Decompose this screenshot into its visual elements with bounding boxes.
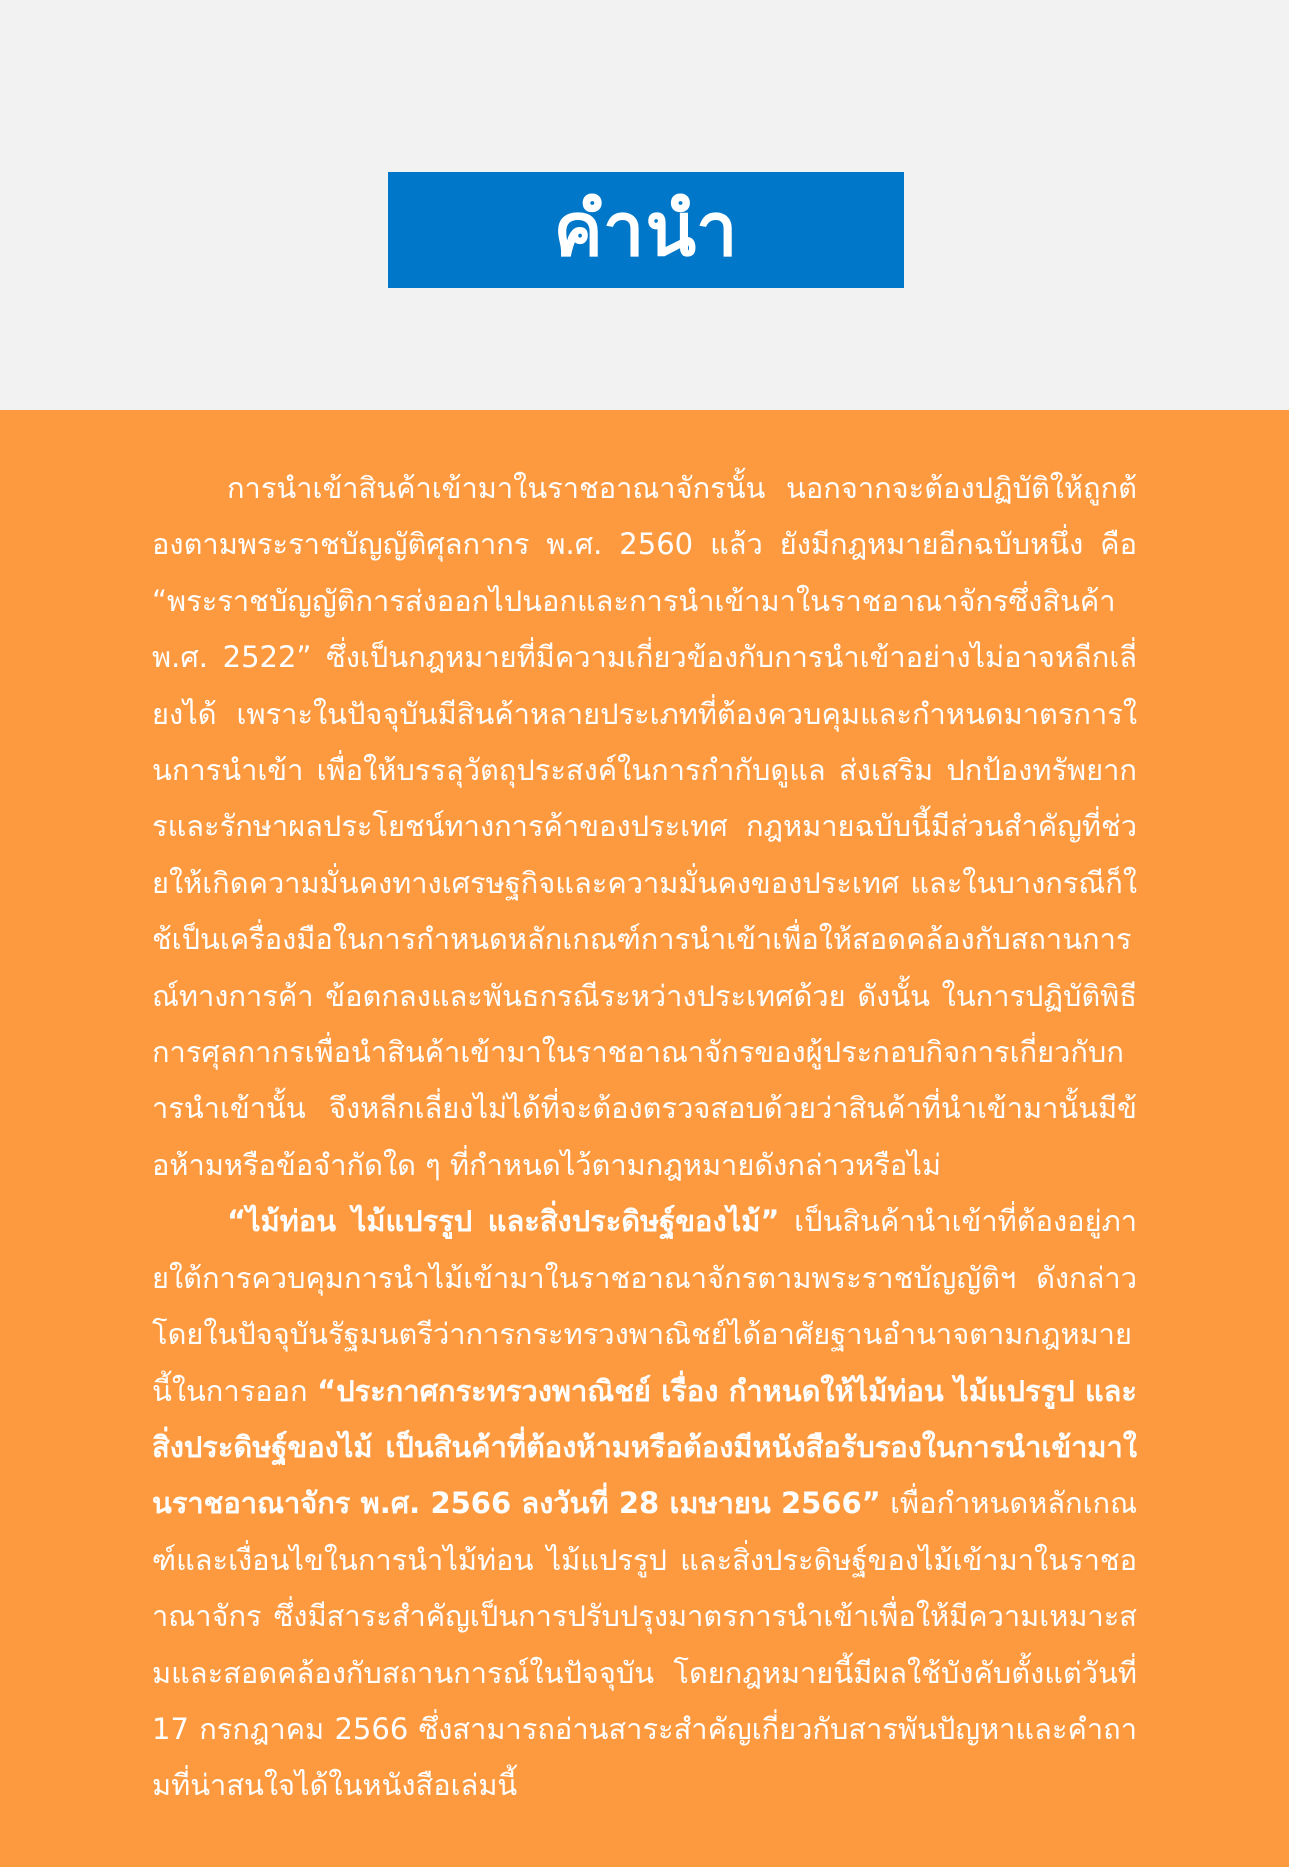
- header-band: [0, 0, 1289, 410]
- paragraph-2-bold-b: “ประกาศกระทรวงพาณิชย์ เรื่อง กำหนดให้ไม้ท่อน ไม้แปรรูป และสิ่งประดิษฐ์ของไม้ เป็นสินค้าที่ต้องห้ามหรือต้องมีหนังสือรับรองในการนำเข้ามาในราชอาณาจักร พ.ศ. 2566 ลงวันที่ 28 เมษายน 2566”: [152, 1373, 1137, 1521]
- paragraph-2-bold-a: “ไม้ท่อน ไม้แปรรูป และสิ่งประดิษฐ์ของไม้”: [227, 1204, 780, 1239]
- page-title: คำนำ: [553, 187, 739, 273]
- paragraph-2: [152, 1193, 1137, 1813]
- title-banner: [388, 172, 904, 288]
- foreword-text: [152, 460, 1137, 1814]
- paragraph-1: การนำเข้าสินค้าเข้ามาในราชอาณาจักรนั้น นอกจากจะต้องปฏิบัติให้ถูกต้องตามพระราชบัญญัติศุลกากร พ.ศ. 2560 แล้ว ยังมีกฎหมายอีกฉบับหนึ่ง คือ “พระราชบัญญัติการส่งออกไปนอกและการนำเข้ามาในราชอาณาจักรซึ่งสินค้า พ.ศ. 2522” ซึ่งเป็นกฎหมายที่มีความเกี่ยวข้องกับการนำเข้าอย่างไม่อาจหลีกเลี่ยงได้ เพราะในปัจจุบันมีสินค้าหลายประเภทที่ต้องควบคุมและกำหนดมาตรการในการนำเข้า เพื่อให้บรรลุวัตถุประสงค์ในการกำกับดูแล ส่งเสริม ปกป้องทรัพยากรและรักษาผลประโยชน์ทางการค้าของประเทศ กฎหมายฉบับนี้มีส่วนสำคัญที่ช่วยให้เกิดความมั่นคงทางเศรษฐกิจและความมั่นคงของประเทศ และในบางกรณีก็ใช้เป็นเครื่องมือในการกำหนดหลักเกณฑ์การนำเข้าเพื่อให้สอดคล้องกับสถานการณ์ทางการค้า ข้อตกลงและพันธกรณีระหว่างประเทศด้วย ดังนั้น ในการปฏิบัติพิธีการศุลกากรเพื่อนำสินค้าเข้ามาในราชอาณาจักรของผู้ประกอบกิจการเกี่ยวกับการนำเข้านั้น จึงหลีกเลี่ยงไม่ได้ที่จะต้องตรวจสอบด้วยว่าสินค้าที่นำเข้ามานั้นมีข้อห้ามหรือข้อจำกัดใด ๆ ที่กำหนดไว้ตามกฎหมายดังกล่าวหรือไม่: [152, 471, 1137, 1182]
- content-band: [0, 410, 1289, 1867]
- paragraph-2-text-a: เป็นสินค้านำเข้าที่ต้องอยู่ภายใต้การควบคุมการนำไม้เข้ามาในราชอาณาจักรตามพระราชบัญญัติฯ ดังกล่าว โดยในปัจจุบันรัฐมนตรีว่าการกระทรวงพาณิชย์ได้อาศัยฐานอำนาจตามกฎหมายนี้ในการออก: [152, 1204, 1137, 1408]
- paragraph-2-text-b: เพื่อกำหนดหลักเกณฑ์และเงื่อนไขในการนำไม้ท่อน ไม้แปรรูป และสิ่งประดิษฐ์ของไม้เข้ามาในราชอาณาจักร ซึ่งมีสาระสำคัญเป็นการปรับปรุงมาตรการนำเข้าเพื่อให้มีความเหมาะสมและสอดคล้องกับสถานการณ์ในปัจจุบัน โดยกฎหมายนี้มีผลใช้บังคับตั้งแต่วันที่ 17 กรกฎาคม 2566 ซึ่งสามารถอ่านสาระสำคัญเกี่ยวกับสารพันปัญหาและคำถามที่น่าสนใจได้ในหนังสือเล่มนี้: [152, 1486, 1137, 1803]
